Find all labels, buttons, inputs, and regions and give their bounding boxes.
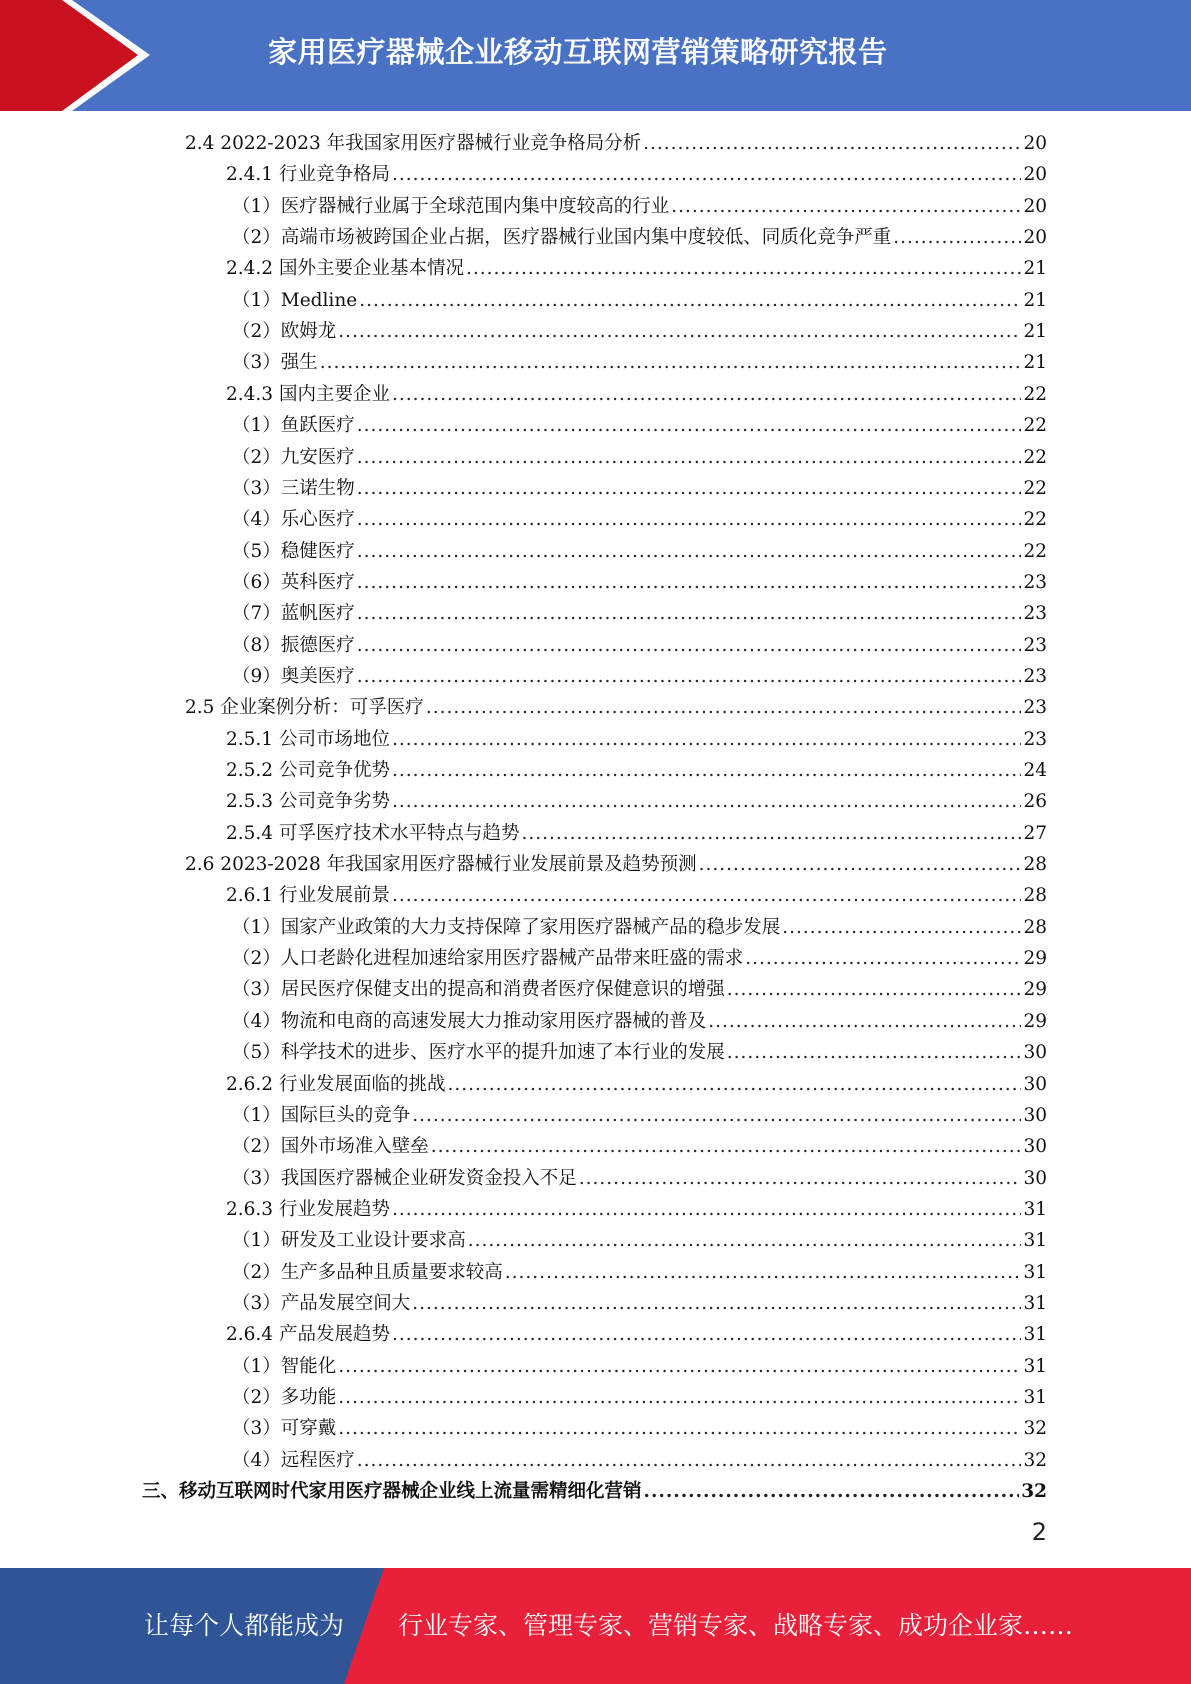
- report-title: 家用医疗器械企业移动互联网营销策略研究报告: [268, 35, 888, 69]
- toc-entry-page: 20: [1023, 227, 1047, 249]
- toc-entry-page: 32: [1023, 1449, 1047, 1471]
- toc-entry[interactable]: [232, 285, 1047, 316]
- toc-leader-dots: [643, 128, 1021, 159]
- toc-entry-title: 2.5.3 公司竞争劣势: [226, 791, 390, 813]
- toc-leader-dots: [468, 1225, 1022, 1256]
- toc-entry-title: （3）居民医疗保健支出的提高和消费者医疗保健意识的增强: [232, 979, 725, 1001]
- toc-entry-title: 2.5 企业案例分析：可孚医疗: [185, 697, 424, 719]
- toc-entry-title: 2.4.2 国外主要企业基本情况: [226, 258, 464, 280]
- toc-entry[interactable]: [232, 1100, 1047, 1131]
- toc-entry-title: （2）九安医疗: [232, 446, 355, 468]
- toc-entry-page: 28: [1023, 885, 1047, 907]
- toc-entry-page: 31: [1023, 1230, 1047, 1252]
- toc-entry[interactable]: [226, 755, 1047, 786]
- red-chevron-icon: [0, 0, 160, 111]
- toc-entry-title: （8）振德医疗: [232, 634, 355, 656]
- toc-entry[interactable]: [232, 1445, 1047, 1476]
- toc-entry[interactable]: [232, 410, 1047, 441]
- toc-entry-title: （5）稳健医疗: [232, 540, 355, 562]
- toc-leader-dots: [782, 912, 1021, 943]
- toc-entry-page: 29: [1023, 948, 1047, 970]
- toc-entry-page: 31: [1023, 1198, 1047, 1220]
- toc-entry[interactable]: [232, 504, 1047, 535]
- toc-entry-title: （5）科学技术的进步、医疗水平的提升加速了本行业的发展: [232, 1042, 725, 1064]
- toc-leader-dots: [412, 1288, 1021, 1319]
- toc-entry-page: 20: [1023, 133, 1047, 154]
- footer-slogan-left: 让每个人都能成为: [144, 1611, 345, 1640]
- toc-entry-page: 29: [1023, 979, 1047, 1001]
- toc-entry-page: 30: [1023, 1136, 1047, 1158]
- toc-entry-title: 2.6.4 产品发展趋势: [226, 1324, 390, 1346]
- toc-entry-title: （2）人口老龄化进程加速给家用医疗器械产品带来旺盛的需求: [232, 948, 744, 970]
- toc-entry-page: 31: [1023, 1292, 1047, 1314]
- toc-entry-title: （1）研发及工业设计要求高: [232, 1230, 466, 1252]
- toc-entry-page: 20: [1023, 164, 1047, 186]
- toc-entry-title: 2.5.4 可孚医疗技术水平特点与趋势: [226, 822, 520, 844]
- toc-leader-dots: [357, 536, 1022, 567]
- toc-entry-title: （2）多功能: [232, 1387, 337, 1408]
- toc-leader-dots: [671, 191, 1021, 222]
- toc-entry-page: 22: [1023, 509, 1047, 531]
- toc-entry[interactable]: [232, 1131, 1047, 1162]
- toc-entry[interactable]: [232, 1351, 1047, 1382]
- toc-entry[interactable]: [232, 316, 1047, 347]
- toc-leader-dots: [431, 1131, 1022, 1162]
- toc-entry-page: 22: [1023, 477, 1047, 499]
- toc-entry-page: 32: [1021, 1481, 1047, 1503]
- toc-entry-title: （2）生产多品种且质量要求较高: [232, 1261, 503, 1283]
- toc-leader-dots: [392, 880, 1021, 911]
- toc-entry-title: 2.4.3 国内主要企业: [226, 383, 390, 405]
- toc-entry[interactable]: [226, 1319, 1047, 1350]
- toc-entry-title: （4）乐心医疗: [232, 509, 355, 531]
- toc-leader-dots: [392, 786, 1021, 817]
- toc-leader-dots: [727, 1037, 1022, 1068]
- toc-entry[interactable]: [232, 661, 1047, 692]
- toc-entry-title: （3）我国医疗器械企业研发资金投入不足: [232, 1167, 577, 1189]
- toc-entry[interactable]: [185, 128, 1047, 159]
- toc-leader-dots: [338, 1351, 1021, 1382]
- toc-entry-page: 24: [1023, 760, 1047, 781]
- toc-entry-title: （6）英科医疗: [232, 571, 355, 593]
- toc-entry-page: 23: [1023, 728, 1047, 750]
- toc-entry[interactable]: [226, 724, 1047, 755]
- toc-leader-dots: [579, 1163, 1022, 1194]
- toc-entry-title: 2.6.2 行业发展面临的挑战: [226, 1073, 446, 1095]
- toc-leader-dots: [338, 1413, 1021, 1444]
- toc-leader-dots: [357, 661, 1022, 692]
- toc-entry[interactable]: [226, 253, 1047, 284]
- toc-entry[interactable]: [185, 692, 1047, 723]
- toc-leader-dots: [392, 724, 1021, 755]
- toc-entry-title: （1）智能化: [232, 1355, 337, 1377]
- toc-entry-title: 2.6.3 行业发展趋势: [226, 1198, 390, 1220]
- toc-entry-page: 30: [1023, 1042, 1047, 1064]
- toc-entry-page: 29: [1023, 1010, 1047, 1032]
- toc-entry[interactable]: [232, 630, 1047, 661]
- toc-entry[interactable]: [232, 1288, 1047, 1319]
- toc-entry-title: （1）医疗器械行业属于全球范围内集中度较高的行业: [232, 195, 670, 217]
- toc-entry[interactable]: [232, 222, 1047, 253]
- toc-entry-page: 31: [1023, 1261, 1047, 1283]
- toc-leader-dots: [392, 159, 1021, 190]
- toc-entry[interactable]: [226, 786, 1047, 817]
- toc-entry-page: 31: [1023, 1324, 1047, 1346]
- toc-entry[interactable]: [232, 1225, 1047, 1256]
- toc-leader-dots: [426, 692, 1022, 723]
- page-number: 2: [1031, 1518, 1047, 1546]
- toc-entry-title: （3）强生: [232, 352, 318, 374]
- toc-leader-dots: [357, 442, 1022, 473]
- toc-entry-page: 21: [1023, 258, 1047, 280]
- toc-leader-dots: [357, 567, 1022, 598]
- toc-entry-title: （2）欧姆龙: [232, 321, 337, 343]
- toc-entry-title: （1）Medline: [232, 289, 358, 311]
- toc-entry-title: 三、移动互联网时代家用医疗器械企业线上流量需精细化营销: [142, 1481, 642, 1503]
- toc-entry-title: （7）蓝帆医疗: [232, 603, 355, 625]
- toc-leader-dots: [745, 943, 1021, 974]
- toc-entry[interactable]: [232, 943, 1047, 974]
- toc-entry[interactable]: [232, 442, 1047, 473]
- toc-leader-dots: [357, 410, 1022, 441]
- toc-leader-dots: [392, 1319, 1021, 1350]
- toc-leader-dots: [893, 222, 1021, 253]
- toc-entry[interactable]: [232, 473, 1047, 504]
- toc-entry-title: 2.5.2 公司竞争优势: [226, 760, 390, 781]
- toc-entry[interactable]: [232, 1037, 1047, 1068]
- toc-leader-dots: [447, 1069, 1021, 1100]
- toc-entry[interactable]: [226, 1069, 1047, 1100]
- toc-entry-page: 23: [1023, 697, 1047, 719]
- toc-leader-dots: [392, 1194, 1021, 1225]
- toc-entry-page: 30: [1023, 1104, 1047, 1126]
- toc-entry[interactable]: [226, 818, 1047, 849]
- toc-entry-page: 28: [1023, 916, 1047, 938]
- toc-entry-page: 28: [1023, 854, 1047, 876]
- toc-entry-page: 22: [1023, 446, 1047, 468]
- toc-entry-page: 27: [1023, 822, 1047, 844]
- toc-entry[interactable]: [226, 379, 1047, 410]
- toc-entry[interactable]: [232, 567, 1047, 598]
- toc-entry-title: 2.4 2022-2023 年我国家用医疗器械行业竞争格局分析: [185, 133, 642, 154]
- toc-leader-dots: [521, 818, 1021, 849]
- toc-entry-page: 30: [1023, 1073, 1047, 1095]
- toc-entry-page: 23: [1023, 603, 1047, 625]
- toc-entry-page: 23: [1023, 571, 1047, 593]
- toc-entry-page: 32: [1023, 1418, 1047, 1440]
- toc-leader-dots: [505, 1257, 1022, 1288]
- toc-entry-title: 2.6 2023-2028 年我国家用医疗器械行业发展前景及趋势预测: [185, 854, 697, 876]
- toc-leader-dots: [644, 1476, 1020, 1507]
- footer-slogan-right: 行业专家、管理专家、营销专家、战略专家、成功企业家……: [398, 1611, 1074, 1640]
- toc-entry[interactable]: [232, 1413, 1047, 1444]
- toc-leader-dots: [466, 253, 1021, 284]
- toc-leader-dots: [357, 473, 1022, 504]
- toc-entry-title: （1）鱼跃医疗: [232, 415, 355, 437]
- toc-entry[interactable]: [232, 912, 1047, 943]
- toc-leader-dots: [392, 755, 1021, 786]
- toc-entry-page: 30: [1023, 1167, 1047, 1189]
- toc-entry[interactable]: [185, 849, 1047, 880]
- toc-leader-dots: [357, 1445, 1022, 1476]
- toc-leader-dots: [392, 379, 1021, 410]
- toc-entry[interactable]: [232, 1257, 1047, 1288]
- toc-entry[interactable]: [232, 974, 1047, 1005]
- toc-entry-page: 23: [1023, 665, 1047, 687]
- toc-entry-title: 2.5.1 公司市场地位: [226, 728, 390, 750]
- toc-entry-title: 2.6.1 行业发展前景: [226, 885, 390, 907]
- toc-entry-page: 22: [1023, 540, 1047, 562]
- toc-entry[interactable]: [142, 1476, 1047, 1507]
- toc-leader-dots: [357, 598, 1022, 629]
- toc-entry-page: 22: [1023, 383, 1047, 405]
- toc-entry[interactable]: [226, 1194, 1047, 1225]
- toc-entry-title: （4）物流和电商的高速发展大力推动家用医疗器械的普及: [232, 1010, 707, 1032]
- toc-entry-page: 22: [1023, 415, 1047, 437]
- toc-entry-page: 26: [1023, 791, 1047, 813]
- toc-entry[interactable]: [232, 598, 1047, 629]
- toc-entry-title: （2）高端市场被跨国企业占据，医疗器械行业国内集中度较低、同质化竞争严重: [232, 227, 892, 249]
- toc-entry[interactable]: [232, 536, 1047, 567]
- toc-leader-dots: [708, 1006, 1021, 1037]
- toc-entry-title: （1）国家产业政策的大力支持保障了家用医疗器械产品的稳步发展: [232, 916, 781, 938]
- toc-entry[interactable]: [232, 1382, 1047, 1413]
- toc-leader-dots: [412, 1100, 1021, 1131]
- toc-entry-title: 2.4.1 行业竞争格局: [226, 164, 390, 186]
- toc-entry-title: （1）国际巨头的竞争: [232, 1104, 411, 1126]
- toc-entry[interactable]: [232, 1006, 1047, 1037]
- toc-entry[interactable]: [232, 191, 1047, 222]
- toc-entry-page: 21: [1023, 352, 1047, 374]
- toc-entry[interactable]: [226, 159, 1047, 190]
- toc-entry[interactable]: [226, 880, 1047, 911]
- toc-leader-dots: [727, 974, 1022, 1005]
- toc-entry-title: （2）国外市场准入壁垒: [232, 1136, 429, 1158]
- page-footer: [0, 1568, 1191, 1684]
- toc-entry-page: 31: [1023, 1355, 1047, 1377]
- page-header: [0, 0, 1191, 111]
- toc-entry-title: （3）可穿戴: [232, 1418, 337, 1440]
- toc-leader-dots: [357, 630, 1022, 661]
- toc-entry[interactable]: [232, 1163, 1047, 1194]
- toc-entry-title: （4）远程医疗: [232, 1449, 355, 1471]
- toc-entry[interactable]: [232, 347, 1047, 378]
- toc-leader-dots: [359, 285, 1021, 316]
- toc-leader-dots: [357, 504, 1022, 535]
- toc-entry-page: 21: [1023, 289, 1047, 311]
- toc-leader-dots: [338, 1382, 1021, 1413]
- toc-entry-title: （9）奥美医疗: [232, 665, 355, 687]
- toc-entry-page: 20: [1023, 195, 1047, 217]
- toc-entry-page: 21: [1023, 321, 1047, 343]
- toc-entry-page: 23: [1023, 634, 1047, 656]
- toc-leader-dots: [320, 347, 1022, 378]
- toc-entry-title: （3）产品发展空间大: [232, 1292, 411, 1314]
- toc-entry-page: 31: [1023, 1387, 1047, 1408]
- toc-leader-dots: [699, 849, 1022, 880]
- toc-leader-dots: [338, 316, 1021, 347]
- toc-entry-title: （3）三诺生物: [232, 477, 355, 499]
